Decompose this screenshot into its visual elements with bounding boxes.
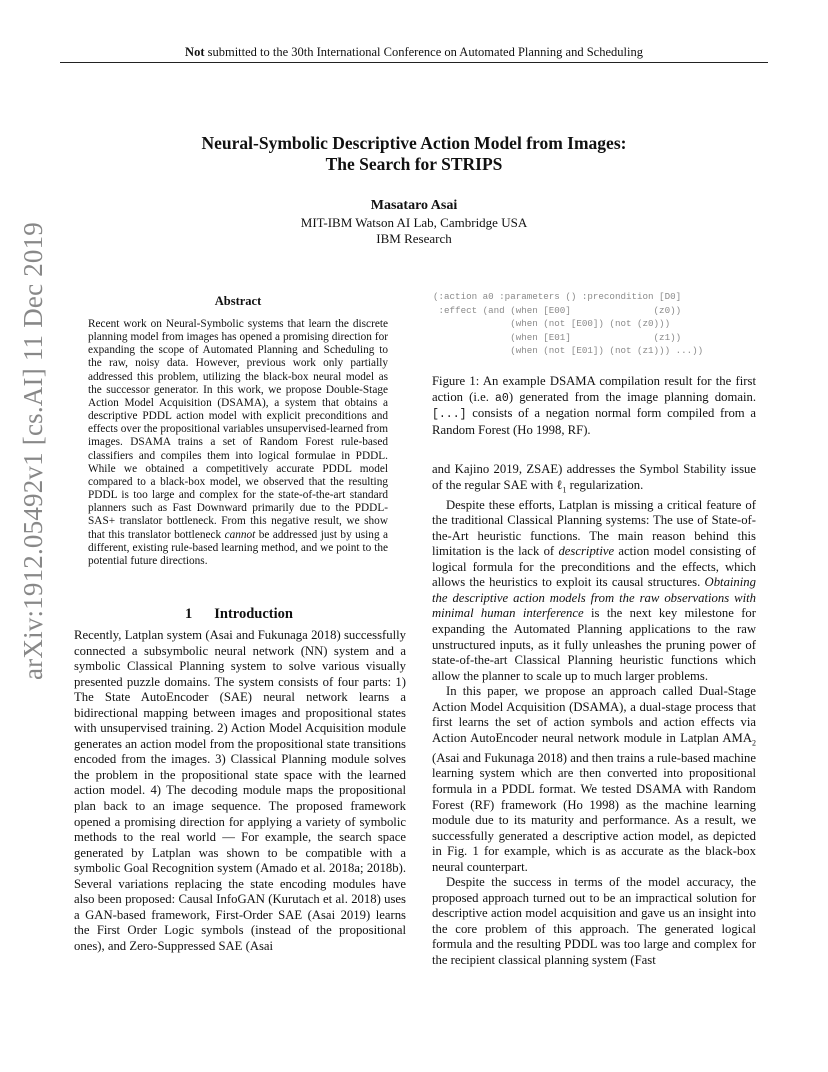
code-line-1: (:action a0 :parameters () :precondition [D0]: [433, 291, 682, 302]
figure1-code: [433, 290, 703, 358]
header-rule: [60, 62, 768, 63]
abstract-body: [88, 318, 388, 568]
right-paragraph-1: [432, 462, 756, 498]
abstract-text-b: be addressed just by using a different, existing rule-based learning method, and we point to the potential future directions.: [88, 528, 388, 567]
affiliation-1: MIT-IBM Watson AI Lab, Cambridge USA: [300, 215, 528, 230]
code-line-4: (when [E01] (z1)): [433, 331, 682, 343]
code-line-3: (when (not [E00]) (not (z0))): [433, 318, 671, 329]
caption-text-b: ) generated from the image planning domain.: [508, 389, 756, 404]
right-paragraph-2: [432, 498, 756, 685]
running-header: [60, 44, 768, 60]
para2-emphasis-2: Obtaining the descriptive action models from the raw observations with minimal human interference: [432, 575, 756, 621]
intro-paragraph-1: Recently, Latplan system (Asai and Fukunaga 2018) successfully connected a subsymbolic neural network (NN) system and a symbolic Classical Planning system to solve various visually presented puzzle domains. The system consists of four parts: 1) The State AutoEncoder (SAE) neural network learns a bidirectional mapping between images and propositional states with unsupervised training. 2) Action Model Acquisition module generates an action model from the propositional state transitions encoded from the images. 3) Classical Planning module solves the problem in the propositional state space with the learned action model. 4) The decoding module maps the propositional plan back to an image sequence. The proposed framework opened a promising direction for applying a variety of symbolic methods to the real world — For example, the search space generated by Latplan was shown to be compatible with a symbolic Goal Recognition system (Amado et al. 2018a; 2018b). Several variations replacing the state encoding modules have also been proposed: Causal InfoGAN (Kurutach et al. 2018) uses a GAN-based framework, First-Order SAE (Asai 2019) learns the First Order Logic symbols (instead of the propositional ones), and Zero-Suppressed SAE (Asai: [74, 628, 406, 953]
abstract-heading: Abstract: [214, 294, 262, 308]
abstract-emphasis: cannot: [224, 528, 256, 541]
affiliation-2: IBM Research: [376, 231, 452, 246]
para3-subscript: 2: [752, 738, 756, 748]
abstract-text-a: Recent work on Neural-Symbolic systems that learn the discrete planning model from images has opened a promising direction for expanding the scope of Automated Planning and Scheduling to the raw, noisy data. However, previous work only partially addressed this problem, utilizing the black-box neural model as the successor generator. In this work, we propose Double-Stage Action Model Acquisition (DSAMA), a system that obtains a descriptive PDDL action model with explicit preconditions and effects over the propositional variables unsupervised-learned from images. DSAMA trains a set of Random Forest rule-based classifiers and compiles them into logical formulae in PDDL. While we obtained a competitively accurate PDDL model compared to a black-box model, we observed that the resulting PDDL is too large and complex for the state-of-the-art standard planners such as Fast Downward primarily due to the PDDL-SAS+ translator bottleneck. From this negative result, we show that this translator bottleneck: [88, 318, 388, 541]
header-bold-prefix: Not: [185, 45, 205, 59]
arxiv-stamp: arXiv:1912.05492v1 [cs.AI] 11 Dec 2019: [18, 221, 48, 680]
caption-code-a0: a0: [495, 391, 509, 405]
para2-text-c: is the next key milestone for expanding the Automated Planning applications to the raw unstructured inputs, as it fully unleashes the pruning power of state-of-the-art Classical Planning heuristic functions which allow the planner to scale up to much larger problems.: [432, 606, 756, 683]
header-text: submitted to the 30th International Conference on Automated Planning and Scheduling: [204, 45, 643, 59]
right-column: [432, 462, 756, 969]
caption-text-a: Figure 1: An example DSAMA compilation result for the first action (i.e.: [432, 374, 756, 404]
code-line-2: :effect (and (when [E00] (z0)): [433, 304, 682, 316]
right-paragraph-3: [432, 684, 756, 875]
code-line-5: (when (not [E01]) (not (z1))) ...)): [433, 345, 704, 356]
para3-text-a: In this paper, we propose an approach called Dual-Stage Action Model Acquisition (DSAMA), a dual-stage process that first learns the set of action symbols and action effects via Action AutoEncoder neural network module in Latplan AMA: [432, 684, 756, 745]
section-heading: [74, 606, 404, 623]
para1-end: regularization.: [566, 477, 644, 492]
para2-text-b: action model consisting of logical formula for the preconditions and the effects, which allows the heuristics to exploit its causal structures.: [432, 544, 756, 590]
section-number: 1: [185, 606, 193, 622]
figure1-caption: [432, 374, 756, 438]
para1-text: and Kajino 2019, ZSAE) addresses the Symbol Stability issue of the regular SAE with ℓ: [432, 462, 756, 492]
title-line-2: The Search for STRIPS: [325, 154, 503, 174]
section-title: Introduction: [214, 606, 293, 622]
para2-emphasis-1: descriptive: [558, 544, 615, 559]
caption-code-ellipsis: [...]: [432, 408, 467, 421]
para2-text-a: Despite these efforts, Latplan is missing a critical feature of the traditional Classical Planning systems: The use of State-of-the-Art heuristic functions. The main reason behind this limitation is the lack of: [432, 497, 756, 559]
para1-subscript: 1: [562, 485, 567, 495]
right-paragraph-4: Despite the success in terms of the model accuracy, the proposed approach turned out to be an impractical solution for descriptive action model acquisition and gave us an insight into the core problem of this approach. The generated logical formula and the resulting PDDL was too large and complex for the recipient classical planning system (Fast: [432, 875, 756, 968]
left-column: [74, 628, 406, 954]
author-name: Masataro Asai: [370, 198, 458, 213]
caption-text-c: consists of a negation normal form compiled from a Random Forest (Ho 1998, RF).: [432, 406, 756, 437]
paper-title: [60, 133, 768, 175]
title-line-1: Neural-Symbolic Descriptive Action Model from Images:: [201, 133, 627, 153]
para3-text-b: (Asai and Fukunaga 2018) and then trains a rule-based machine learning system which are then converted into propositional formula in a PDDL format. We tested DSAMA with Random Forest (RF) framework (Ho 1998) as the machine learning module due to its maturity and performance. As a result, we successfully generated a descriptive action model, as depicted in Fig. 1 for example, which is as accurate as the black-box neural counterpart.: [432, 750, 756, 874]
